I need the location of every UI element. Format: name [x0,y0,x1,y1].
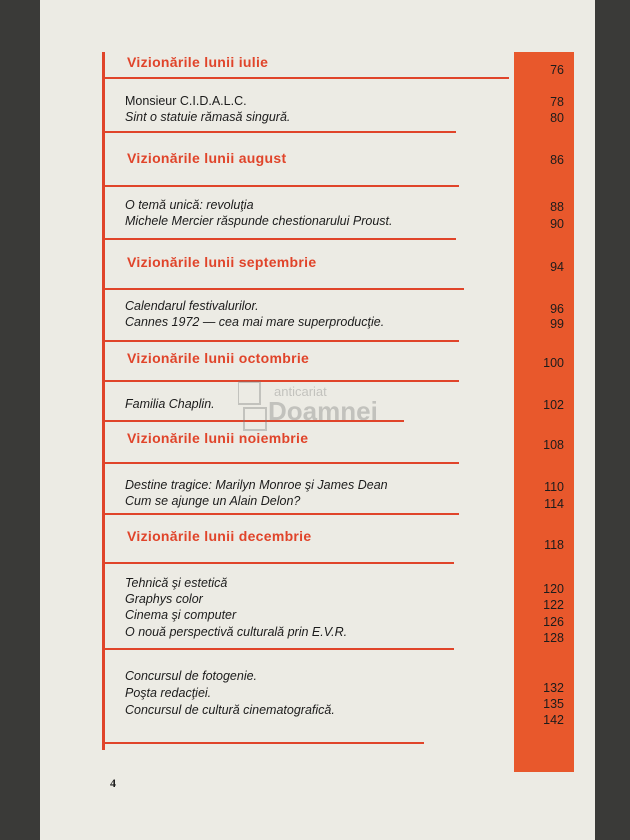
toc-entry: Concursul de cultură cinematografică. [125,703,335,717]
toc-entry: Cum se ajunge un Alain Delon? [125,494,301,508]
rule [104,340,459,342]
section-title: Vizionările lunii august [127,150,287,166]
page-ref: 126 [543,615,564,629]
toc-entry: Monsieur C.I.D.A.L.C. [125,94,247,108]
watermark-line2: Doamnei [268,396,378,426]
rule [104,185,459,187]
toc-entry: Michele Mercier răspunde chestionarului Proust. [125,214,393,228]
toc-entry: Graphys color [125,592,203,606]
toc-entry: Poşta redacţiei. [125,686,212,700]
page-ref: 88 [550,200,564,214]
section-title: Vizionările lunii iulie [127,54,269,70]
section-title: Vizionările lunii noiembrie [127,430,309,446]
rule [104,462,459,464]
left-rule [102,52,105,750]
page-ref: 80 [550,111,564,125]
page-ref: 132 [543,681,564,695]
toc-entry: O nouă perspectivă culturală prin E.V.R. [125,625,348,639]
toc-entry: Destine tragice: Marilyn Monroe şi James Dean [125,478,388,492]
page-ref: 78 [550,95,564,109]
page-ref: 86 [550,153,564,167]
rule [104,288,464,290]
toc-entry: Cinema şi computer [125,608,237,622]
rule [104,77,509,79]
section-title: Vizionările lunii septembrie [127,254,317,270]
page-ref: 135 [543,697,564,711]
page-ref: 100 [543,356,564,370]
watermark-line1: anticariat [274,384,327,399]
page-ref: 142 [543,713,564,727]
rule [104,131,456,133]
page-ref: 114 [544,497,564,511]
page-ref: 90 [550,217,564,231]
section-title: Vizionările lunii decembrie [127,528,312,544]
page-ref: 118 [544,538,564,552]
page-ref: 120 [543,582,564,596]
rule [104,742,424,744]
rule [104,513,459,515]
page-ref: 102 [543,398,564,412]
toc-entry: Calendarul festivalurilor. [125,299,259,313]
toc-entry: Sint o statuie rămasă singură. [125,110,291,124]
rule [104,648,454,650]
toc-entry: Tehnică şi estetică [125,576,228,590]
page-ref: 108 [543,438,564,452]
toc-entry: Familia Chaplin. [125,397,215,411]
page-number: 4 [110,776,116,790]
page-ref: 99 [550,317,564,331]
toc-entry: O temă unică: revoluţia [125,198,254,212]
rule [104,380,459,382]
section-title: Vizionările lunii octombrie [127,350,310,366]
rule [104,562,454,564]
rule [104,420,404,422]
page-ref: 96 [550,302,564,316]
toc-entry: Concursul de fotogenie. [125,669,258,683]
rule [104,238,456,240]
page-ref: 94 [550,260,564,274]
page-ref: 76 [550,63,564,77]
page-ref: 128 [543,631,564,645]
toc-entry: Cannes 1972 — cea mai mare superproducţie. [125,315,385,329]
page-ref: 122 [543,598,564,612]
page-ref: 110 [544,480,564,494]
